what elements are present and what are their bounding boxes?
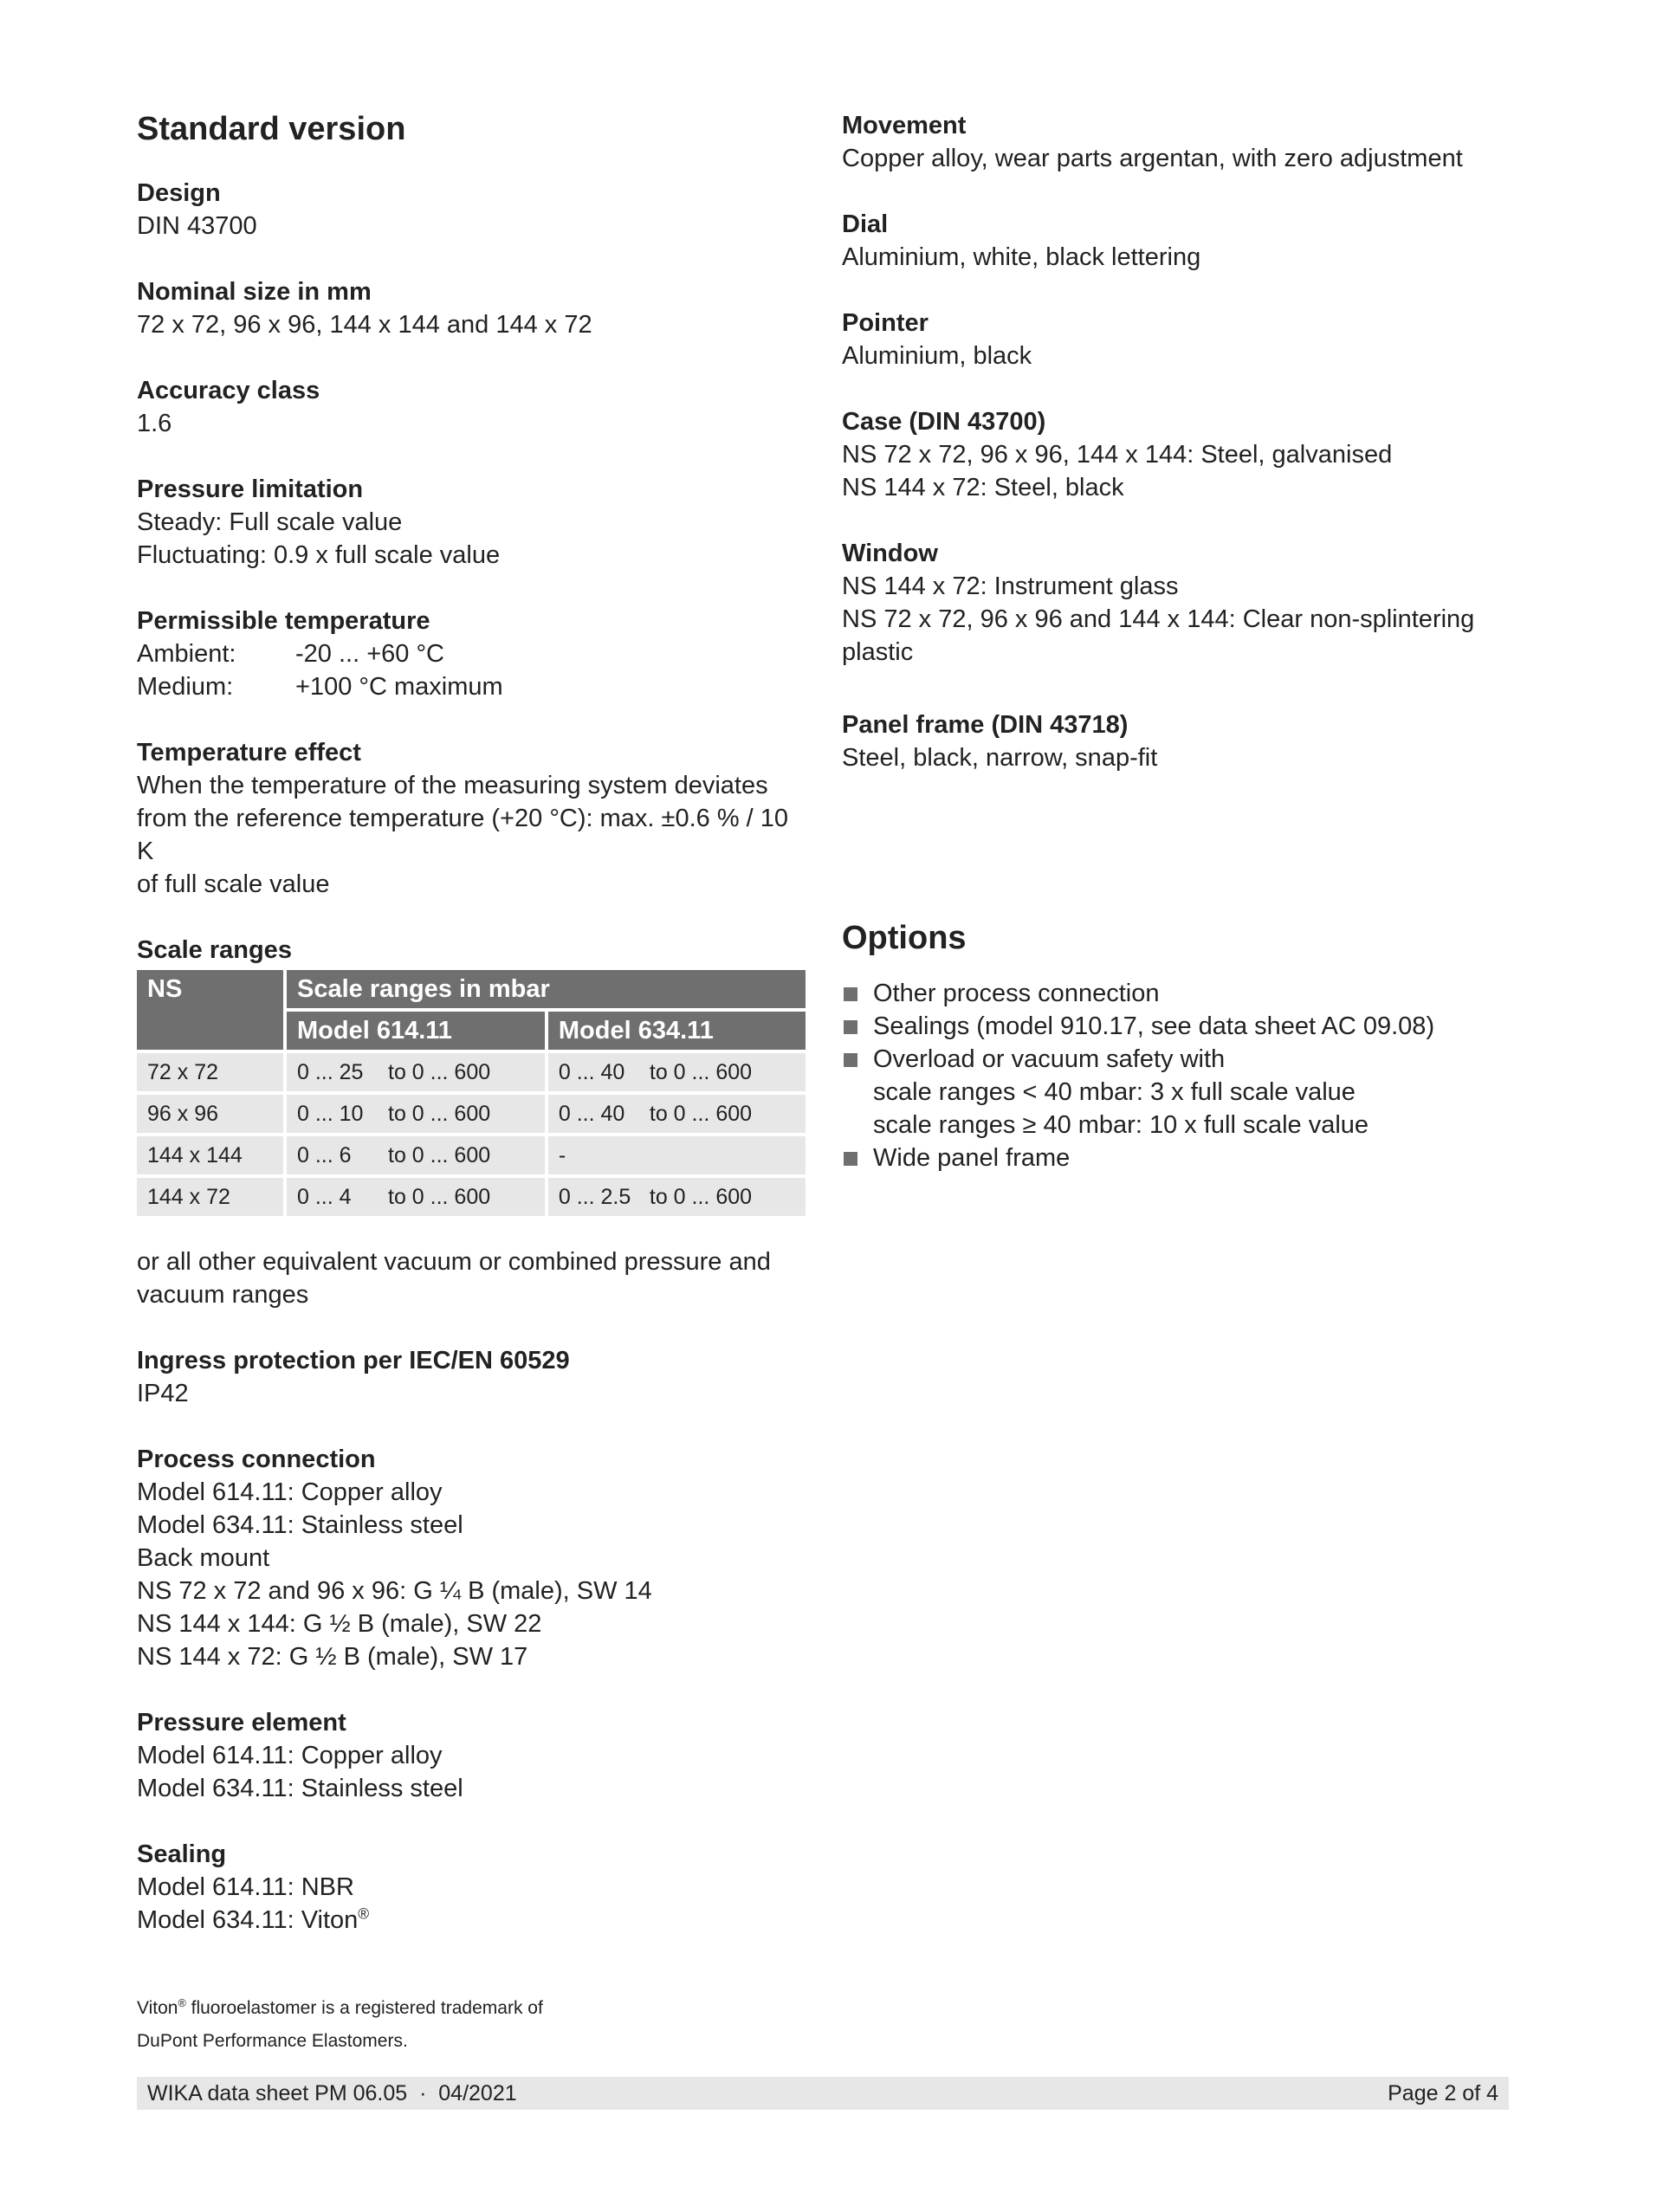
process-connection-line: Back mount — [137, 1544, 270, 1572]
process-connection-heading: Process connection — [137, 1446, 376, 1473]
ns-cell: 144 x 72 — [137, 1174, 287, 1216]
square-bullet-icon — [844, 1152, 857, 1166]
list-item — [842, 1010, 1526, 1043]
panel-frame-section — [842, 708, 1526, 774]
process-connection-line: Model 634.11: Stainless steel — [137, 1511, 463, 1539]
page-title: Standard version — [137, 111, 406, 147]
sealing-line-text: Model 634.11: Viton — [137, 1906, 359, 1934]
ns-cell: 96 x 96 — [137, 1091, 287, 1133]
pointer-text: Aluminium, black — [842, 342, 1032, 370]
window-heading: Window — [842, 540, 938, 567]
ambient-value: -20 ... +60 °C — [295, 640, 444, 668]
option-subtext: scale ranges < 40 mbar: 3 x full scale value — [873, 1078, 1356, 1106]
pressure-limitation-line: Steady: Full scale value — [137, 508, 403, 536]
footnote-rest: fluoroelastomer is a registered trademark of — [185, 1998, 543, 2018]
panel-frame-heading: Panel frame (DIN 43718) — [842, 711, 1129, 739]
range-min: 0 ... 25 — [297, 1060, 364, 1084]
model1-cell — [287, 1091, 548, 1133]
design-heading: Design — [137, 179, 221, 207]
left-column — [137, 109, 806, 2058]
col-model2-header: Model 634.11 — [548, 1008, 806, 1050]
scale-ranges-heading: Scale ranges — [137, 936, 292, 964]
table-row — [137, 1050, 806, 1091]
footnote-line — [137, 1992, 806, 2025]
medium-label: Medium: — [137, 673, 234, 701]
table-row — [137, 1174, 806, 1216]
option-text: Other process connection — [873, 980, 1160, 1007]
range-min: 0 ... 2.5 — [558, 1185, 631, 1209]
process-connection-line: NS 144 x 72: G ½ B (male), SW 17 — [137, 1643, 528, 1671]
pressure-limitation-line: Fluctuating: 0.9 x full scale value — [137, 541, 501, 569]
model2-cell — [548, 1174, 806, 1216]
permissible-temperature-heading: Permissible temperature — [137, 607, 430, 635]
panel-frame-text: Steel, black, narrow, snap-fit — [842, 744, 1158, 772]
temperature-effect-line: of full scale value — [137, 870, 330, 898]
range-max: to 0 ... 600 — [388, 1185, 491, 1209]
square-bullet-icon — [844, 987, 857, 1001]
scale-ranges-note-line: vacuum ranges — [137, 1281, 309, 1309]
range-min: - — [558, 1143, 566, 1167]
footnote-line: DuPont Performance Elastomers. — [137, 2031, 408, 2051]
temperature-effect-heading: Temperature effect — [137, 739, 361, 766]
list-item — [842, 1142, 1526, 1174]
window-line: NS 144 x 72: Instrument glass — [842, 572, 1179, 600]
ingress-text: IP42 — [137, 1380, 189, 1407]
dial-text: Aluminium, white, black lettering — [842, 243, 1201, 271]
list-item — [842, 1043, 1526, 1142]
model1-cell — [287, 1133, 548, 1174]
window-section — [842, 537, 1526, 669]
scale-ranges-note-line: or all other equivalent vacuum or combined pressure and — [137, 1248, 771, 1276]
design-text: DIN 43700 — [137, 212, 257, 240]
pressure-element-line: Model 634.11: Stainless steel — [137, 1775, 463, 1802]
nominal-size-heading: Nominal size in mm — [137, 278, 372, 306]
window-line: plastic — [842, 638, 914, 666]
ns-cell: 144 x 144 — [137, 1133, 287, 1174]
page-footer — [137, 2077, 1509, 2110]
process-connection-line: NS 144 x 144: G ½ B (male), SW 22 — [137, 1610, 542, 1638]
range-min: 0 ... 10 — [297, 1102, 364, 1126]
accuracy-section — [137, 374, 806, 440]
options-title: Options — [842, 920, 967, 956]
movement-heading: Movement — [842, 112, 967, 139]
nominal-size-section — [137, 275, 806, 341]
range-max: to 0 ... 600 — [649, 1060, 753, 1084]
table-row — [137, 1091, 806, 1133]
range-max: to 0 ... 600 — [649, 1102, 753, 1126]
range-max: to 0 ... 600 — [388, 1143, 491, 1167]
option-text: Overload or vacuum safety with — [873, 1045, 1226, 1073]
option-text: Wide panel frame — [873, 1144, 1071, 1172]
col-model1-header: Model 614.11 — [287, 1008, 548, 1050]
range-min: 0 ... 4 — [297, 1185, 352, 1209]
options-section — [842, 918, 1526, 1174]
list-item — [842, 977, 1526, 1010]
range-max: to 0 ... 600 — [388, 1060, 491, 1084]
range-min: 0 ... 6 — [297, 1143, 352, 1167]
square-bullet-icon — [844, 1020, 857, 1034]
pointer-heading: Pointer — [842, 309, 929, 337]
scale-ranges-section — [137, 934, 806, 1311]
temperature-effect-line: When the temperature of the measuring system deviates — [137, 772, 768, 799]
model1-cell — [287, 1174, 548, 1216]
movement-text: Copper alloy, wear parts argentan, with zero adjustment — [842, 145, 1463, 172]
range-max: to 0 ... 600 — [388, 1102, 491, 1126]
footer-page-number: Page 2 of 4 — [1388, 2080, 1498, 2105]
case-section — [842, 405, 1526, 504]
option-text: Sealings (model 910.17, see data sheet AC 09.08) — [873, 1012, 1435, 1040]
pressure-element-heading: Pressure element — [137, 1709, 346, 1737]
model2-cell — [548, 1133, 806, 1174]
sealing-heading: Sealing — [137, 1840, 227, 1868]
sealing-line — [137, 1904, 806, 1937]
sealing-section — [137, 1838, 806, 1937]
medium-value: +100 °C maximum — [295, 673, 503, 701]
process-connection-section — [137, 1443, 806, 1673]
nominal-size-text: 72 x 72, 96 x 96, 144 x 144 and 144 x 72 — [137, 311, 592, 339]
model2-cell — [548, 1050, 806, 1091]
dial-heading: Dial — [842, 210, 889, 238]
table-row — [137, 1133, 806, 1174]
footnote-word: Viton — [137, 1998, 178, 2018]
footnote — [137, 1992, 806, 2058]
pointer-section — [842, 307, 1526, 372]
options-list — [842, 977, 1526, 1174]
right-column — [842, 109, 1526, 1174]
case-line: NS 72 x 72, 96 x 96, 144 x 144: Steel, galvanised — [842, 441, 1393, 469]
ambient-label: Ambient: — [137, 640, 236, 668]
ambient-row — [137, 637, 806, 670]
process-connection-line: Model 614.11: Copper alloy — [137, 1478, 443, 1506]
col-ns-header: NS — [137, 970, 287, 1050]
ingress-heading: Ingress protection per IEC/EN 60529 — [137, 1347, 570, 1374]
pressure-limitation-section — [137, 473, 806, 572]
range-min: 0 ... 40 — [558, 1060, 625, 1084]
registered-mark: ® — [358, 1905, 370, 1923]
accuracy-heading: Accuracy class — [137, 377, 320, 404]
case-line: NS 144 x 72: Steel, black — [842, 474, 1124, 501]
model2-cell — [548, 1091, 806, 1133]
temperature-effect-line: from the reference temperature (+20 °C): max. ±0.6 % / 10 K — [137, 805, 789, 865]
design-section — [137, 177, 806, 243]
square-bullet-icon — [844, 1053, 857, 1067]
accuracy-text: 1.6 — [137, 410, 172, 437]
medium-row — [137, 670, 806, 703]
registered-mark: ® — [178, 1997, 186, 2009]
option-subtext: scale ranges ≥ 40 mbar: 10 x full scale value — [873, 1111, 1369, 1139]
ns-cell: 72 x 72 — [137, 1050, 287, 1091]
process-connection-line: NS 72 x 72 and 96 x 96: G ¼ B (male), SW 14 — [137, 1577, 652, 1605]
range-max: to 0 ... 600 — [649, 1185, 753, 1209]
dial-section — [842, 208, 1526, 274]
ingress-section — [137, 1344, 806, 1410]
pressure-element-section — [137, 1706, 806, 1805]
scale-ranges-table — [137, 970, 806, 1216]
temperature-effect-section — [137, 736, 806, 901]
model1-cell — [287, 1050, 548, 1091]
range-min: 0 ... 40 — [558, 1102, 625, 1126]
pressure-element-line: Model 614.11: Copper alloy — [137, 1742, 443, 1769]
pressure-limitation-heading: Pressure limitation — [137, 475, 364, 503]
col-group-header: Scale ranges in mbar — [287, 970, 806, 1008]
sealing-line: Model 614.11: NBR — [137, 1873, 354, 1901]
case-heading: Case (DIN 43700) — [842, 408, 1046, 436]
movement-section — [842, 109, 1526, 175]
permissible-temperature-section — [137, 605, 806, 703]
window-line: NS 72 x 72, 96 x 96 and 144 x 144: Clear non-splintering — [842, 605, 1475, 633]
footer-document-id: WIKA data sheet PM 06.05 · 04/2021 — [147, 2080, 517, 2105]
